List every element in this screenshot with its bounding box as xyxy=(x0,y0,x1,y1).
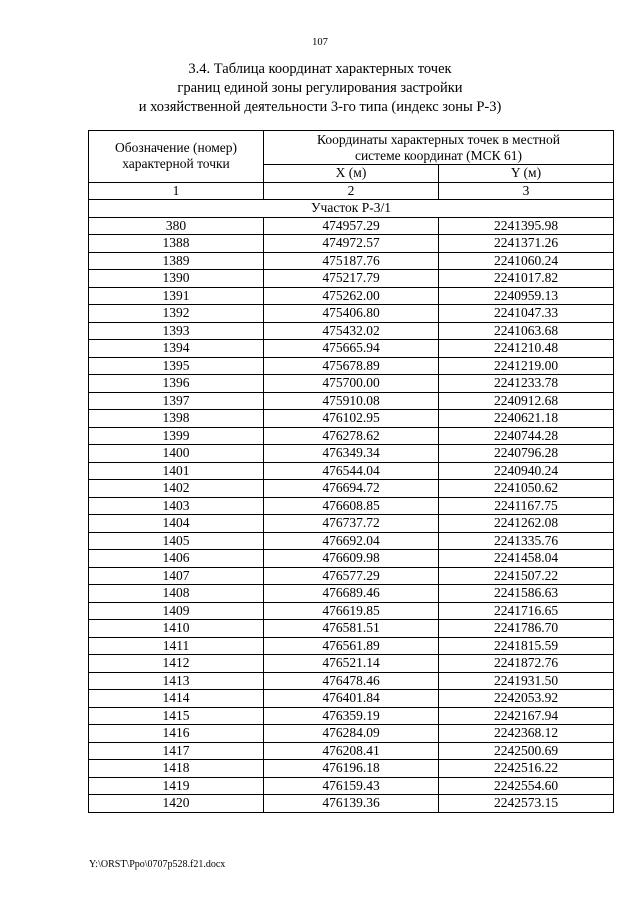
point-number-cell: 1416 xyxy=(89,725,264,743)
y-coordinate-cell: 2241262.08 xyxy=(439,515,614,533)
x-coordinate-cell: 476608.85 xyxy=(264,497,439,515)
y-coordinate-cell: 2242167.94 xyxy=(439,707,614,725)
title-line: 3.4. Таблица координат характерных точек xyxy=(188,61,452,77)
x-coordinate-cell: 476102.95 xyxy=(264,410,439,428)
x-coordinate-cell: 476139.36 xyxy=(264,795,439,813)
y-coordinate-cell: 2241047.33 xyxy=(439,305,614,323)
point-number-cell: 1399 xyxy=(89,427,264,445)
point-number-cell: 1414 xyxy=(89,690,264,708)
table-row xyxy=(89,690,614,708)
x-coordinate-cell: 475910.08 xyxy=(264,392,439,410)
header-point-designation: Обозначение (номер) характерной точки xyxy=(89,131,264,183)
table-row xyxy=(89,567,614,585)
y-coordinate-cell: 2241371.26 xyxy=(439,235,614,253)
x-coordinate-cell: 475217.79 xyxy=(264,270,439,288)
table-title xyxy=(0,60,640,117)
y-coordinate-cell: 2242516.22 xyxy=(439,760,614,778)
y-coordinate-cell: 2241716.65 xyxy=(439,602,614,620)
table-row xyxy=(89,515,614,533)
x-coordinate-cell: 476208.41 xyxy=(264,742,439,760)
y-coordinate-cell: 2241050.62 xyxy=(439,480,614,498)
page-number: 107 xyxy=(312,37,328,48)
title-line: и хозяйственной деятельности 3-го типа (индекс зоны Р-3) xyxy=(138,99,502,115)
point-number-cell: 1396 xyxy=(89,375,264,393)
x-coordinate-cell: 474972.57 xyxy=(264,235,439,253)
point-number-cell: 1417 xyxy=(89,742,264,760)
x-coordinate-cell: 476609.98 xyxy=(264,550,439,568)
y-coordinate-cell: 2241507.22 xyxy=(439,567,614,585)
title-line: границ единой зоны регулирования застройки xyxy=(177,80,463,96)
column-number: 1 xyxy=(89,182,264,200)
x-coordinate-cell: 476278.62 xyxy=(264,427,439,445)
y-coordinate-cell: 2241219.00 xyxy=(439,357,614,375)
x-coordinate-cell: 475187.76 xyxy=(264,252,439,270)
y-coordinate-cell: 2242500.69 xyxy=(439,742,614,760)
table-row xyxy=(89,585,614,603)
point-number-cell: 1408 xyxy=(89,585,264,603)
table-row xyxy=(89,795,614,813)
table-row xyxy=(89,672,614,690)
point-number-cell: 1419 xyxy=(89,777,264,795)
point-number-cell: 1407 xyxy=(89,567,264,585)
x-coordinate-cell: 476159.43 xyxy=(264,777,439,795)
y-coordinate-cell: 2241931.50 xyxy=(439,672,614,690)
table-row xyxy=(89,305,614,323)
y-coordinate-cell: 2240912.68 xyxy=(439,392,614,410)
x-coordinate-cell: 476478.46 xyxy=(264,672,439,690)
table-row xyxy=(89,497,614,515)
table-row xyxy=(89,725,614,743)
y-coordinate-cell: 2241458.04 xyxy=(439,550,614,568)
table-row xyxy=(89,287,614,305)
y-coordinate-cell: 2241815.59 xyxy=(439,637,614,655)
table-row xyxy=(89,655,614,673)
point-number-cell: 1403 xyxy=(89,497,264,515)
table-row xyxy=(89,427,614,445)
table-row xyxy=(89,707,614,725)
point-number-cell: 1390 xyxy=(89,270,264,288)
point-number-cell: 1412 xyxy=(89,655,264,673)
table-row xyxy=(89,322,614,340)
header-y: Y (м) xyxy=(439,165,614,183)
point-number-cell: 1392 xyxy=(89,305,264,323)
point-number-cell: 1393 xyxy=(89,322,264,340)
point-number-cell: 1415 xyxy=(89,707,264,725)
x-coordinate-cell: 476349.34 xyxy=(264,445,439,463)
y-coordinate-cell: 2241210.48 xyxy=(439,340,614,358)
x-coordinate-cell: 474957.29 xyxy=(264,217,439,235)
table-row xyxy=(89,777,614,795)
x-coordinate-cell: 476689.46 xyxy=(264,585,439,603)
y-coordinate-cell: 2241586.63 xyxy=(439,585,614,603)
x-coordinate-cell: 475406.80 xyxy=(264,305,439,323)
y-coordinate-cell: 2241786.70 xyxy=(439,620,614,638)
y-coordinate-cell: 2242368.12 xyxy=(439,725,614,743)
x-coordinate-cell: 476694.72 xyxy=(264,480,439,498)
header-x: X (м) xyxy=(264,165,439,183)
point-number-cell: 1398 xyxy=(89,410,264,428)
point-number-cell: 1420 xyxy=(89,795,264,813)
column-number: 3 xyxy=(439,182,614,200)
y-coordinate-cell: 2240621.18 xyxy=(439,410,614,428)
point-number-cell: 1394 xyxy=(89,340,264,358)
point-number-cell: 1388 xyxy=(89,235,264,253)
x-coordinate-cell: 475432.02 xyxy=(264,322,439,340)
section-label: Участок Р-3/1 xyxy=(89,200,614,218)
y-coordinate-cell: 2242554.60 xyxy=(439,777,614,795)
y-coordinate-cell: 2242053.92 xyxy=(439,690,614,708)
header-coordinates: Координаты характерных точек в местной системе координат (МСК 61) xyxy=(264,131,614,165)
x-coordinate-cell: 476737.72 xyxy=(264,515,439,533)
table-row xyxy=(89,480,614,498)
table-row xyxy=(89,410,614,428)
point-number-cell: 1395 xyxy=(89,357,264,375)
x-coordinate-cell: 475262.00 xyxy=(264,287,439,305)
y-coordinate-cell: 2241167.75 xyxy=(439,497,614,515)
y-coordinate-cell: 2241395.98 xyxy=(439,217,614,235)
point-number-cell: 1405 xyxy=(89,532,264,550)
point-number-cell: 1418 xyxy=(89,760,264,778)
x-coordinate-cell: 476284.09 xyxy=(264,725,439,743)
table-row xyxy=(89,375,614,393)
x-coordinate-cell: 476577.29 xyxy=(264,567,439,585)
column-number: 2 xyxy=(264,182,439,200)
x-coordinate-cell: 475665.94 xyxy=(264,340,439,358)
table-row xyxy=(89,620,614,638)
x-coordinate-cell: 476561.89 xyxy=(264,637,439,655)
y-coordinate-cell: 2241872.76 xyxy=(439,655,614,673)
table-row xyxy=(89,462,614,480)
table-row xyxy=(89,760,614,778)
table-row xyxy=(89,340,614,358)
table-row xyxy=(89,392,614,410)
point-number-cell: 1409 xyxy=(89,602,264,620)
table-row xyxy=(89,217,614,235)
point-number-cell: 1410 xyxy=(89,620,264,638)
point-number-cell: 1389 xyxy=(89,252,264,270)
x-coordinate-cell: 476196.18 xyxy=(264,760,439,778)
table-row xyxy=(89,252,614,270)
y-coordinate-cell: 2241017.82 xyxy=(439,270,614,288)
x-coordinate-cell: 476544.04 xyxy=(264,462,439,480)
point-number-cell: 1413 xyxy=(89,672,264,690)
y-coordinate-cell: 2241063.68 xyxy=(439,322,614,340)
table-row xyxy=(89,235,614,253)
footer-file-path: Y:\ORST\Ppo\0707p528.f21.docx xyxy=(89,859,226,870)
table-row xyxy=(89,742,614,760)
table-row xyxy=(89,532,614,550)
y-coordinate-cell: 2241060.24 xyxy=(439,252,614,270)
y-coordinate-cell: 2240959.13 xyxy=(439,287,614,305)
y-coordinate-cell: 2242573.15 xyxy=(439,795,614,813)
x-coordinate-cell: 476521.14 xyxy=(264,655,439,673)
point-number-cell: 1401 xyxy=(89,462,264,480)
y-coordinate-cell: 2240796.28 xyxy=(439,445,614,463)
point-number-cell: 1411 xyxy=(89,637,264,655)
point-number-cell: 1400 xyxy=(89,445,264,463)
point-number-cell: 380 xyxy=(89,217,264,235)
table-row xyxy=(89,357,614,375)
point-number-cell: 1391 xyxy=(89,287,264,305)
x-coordinate-cell: 475678.89 xyxy=(264,357,439,375)
x-coordinate-cell: 476581.51 xyxy=(264,620,439,638)
x-coordinate-cell: 476359.19 xyxy=(264,707,439,725)
x-coordinate-cell: 476401.84 xyxy=(264,690,439,708)
table-row xyxy=(89,270,614,288)
x-coordinate-cell: 476619.85 xyxy=(264,602,439,620)
x-coordinate-cell: 475700.00 xyxy=(264,375,439,393)
y-coordinate-cell: 2240744.28 xyxy=(439,427,614,445)
y-coordinate-cell: 2241233.78 xyxy=(439,375,614,393)
table-row xyxy=(89,637,614,655)
coordinates-table xyxy=(88,130,614,813)
point-number-cell: 1397 xyxy=(89,392,264,410)
y-coordinate-cell: 2241335.76 xyxy=(439,532,614,550)
table-row xyxy=(89,602,614,620)
point-number-cell: 1406 xyxy=(89,550,264,568)
table-body xyxy=(89,217,614,812)
x-coordinate-cell: 476692.04 xyxy=(264,532,439,550)
point-number-cell: 1402 xyxy=(89,480,264,498)
table-row xyxy=(89,445,614,463)
y-coordinate-cell: 2240940.24 xyxy=(439,462,614,480)
point-number-cell: 1404 xyxy=(89,515,264,533)
table-row xyxy=(89,550,614,568)
